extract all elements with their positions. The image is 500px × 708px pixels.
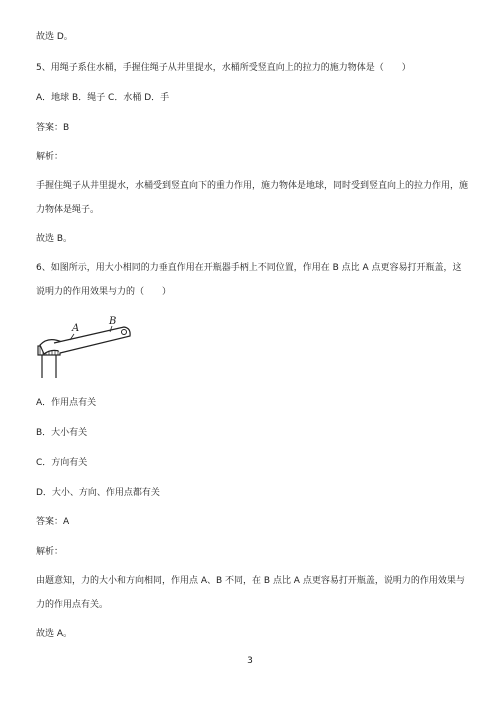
- q6-question: 6、如图所示，用大小相同的力垂直作用在开瓶器手柄上不同位置，作用在 B 点比 A 点更容易打开瓶盖，这说明力的作用效果与力的（ ）: [36, 263, 462, 297]
- q4-conclusion: 故选 D。: [36, 32, 73, 42]
- figure-label-b: B: [109, 316, 117, 327]
- q5-answer: 答案：B: [36, 123, 70, 133]
- q6-option-d: D．大小、方向、作用点都有关: [36, 488, 160, 498]
- q6-option-a: A．作用点有关: [36, 398, 97, 408]
- bottle-opener-figure: [34, 312, 134, 378]
- q5-conclusion: 故选 B。: [36, 234, 73, 244]
- page-number: 3: [247, 656, 253, 666]
- q6-conclusion: 故选 A。: [36, 629, 73, 639]
- q5-options: A．地球 B．绳子 C．水桶 D．手: [36, 93, 170, 103]
- figure-label-a: A: [72, 323, 80, 334]
- q5-analysis-label: 解析：: [36, 152, 64, 162]
- q6-analysis-label: 解析：: [36, 547, 64, 557]
- q5-analysis: 手握住绳子从井里提水，水桶受到竖直向下的重力作用，施力物体是地球，同时受到竖直向上的拉力作用，施力物体是绳子。: [36, 181, 469, 215]
- q6-option-b: B．大小有关: [36, 428, 88, 438]
- q6-analysis: 由题意知，力的大小和方向相同，作用点 A、B 不同，在 B 点比 A 点更容易打开瓶盖，说明力的作用效果与力的作用点有关。: [36, 576, 465, 610]
- q6-answer: 答案：A: [36, 517, 70, 527]
- q6-option-c: C．方向有关: [36, 458, 88, 468]
- q5-question: 5、用绳子系住水桶，手握住绳子从井里提水，水桶所受竖直向上的拉力的施力物体是（ ）: [36, 63, 411, 73]
